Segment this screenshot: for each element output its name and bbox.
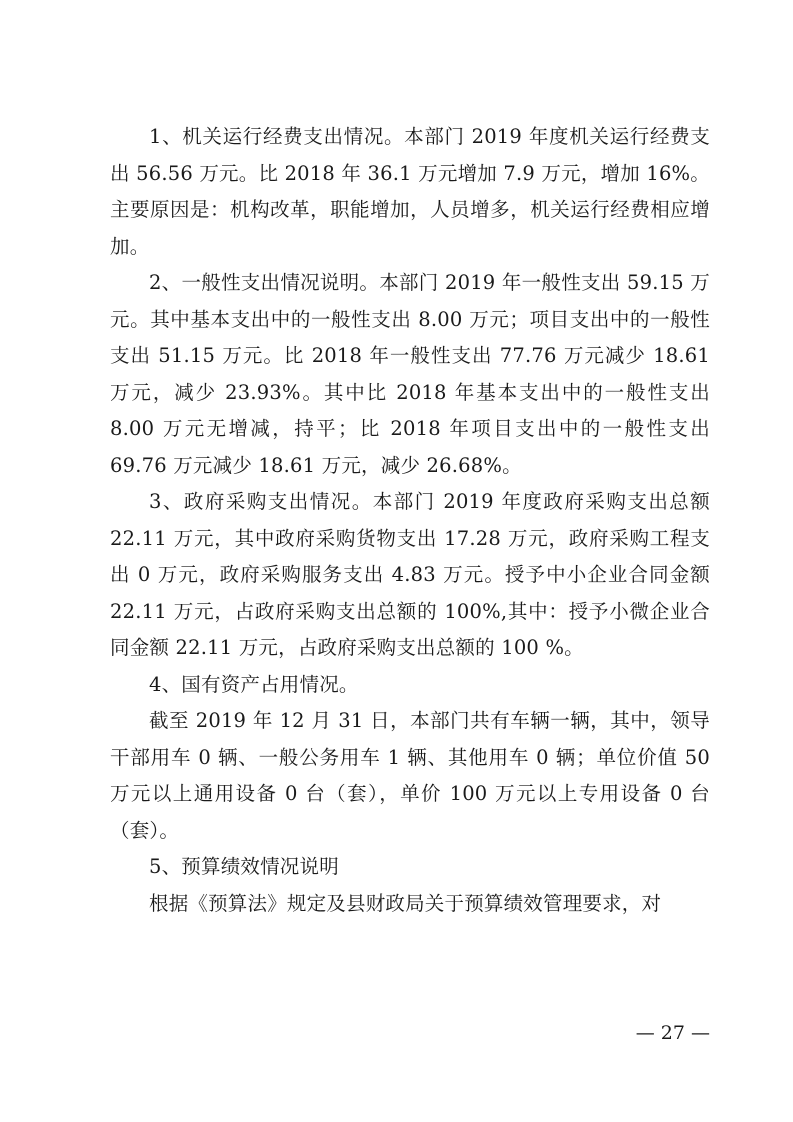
paragraph-general-expenditure: 2、一般性支出情况说明。本部门 2019 年一般性支出 59.15 万元。其中基本支出中的一般性支出 8.00 万元；项目支出中的一般性支出 51.15 万元。比 2018 年一般性支出 77.76 万元减少 18.61 万元，减少 23.93%。其中比 2018 年基本支出中的一般性支出 8.00 万元无增减，持平；比 2018 年项目支出中的一般性支出 69.76 万元减少 18.61 万元，减少 26.68%。 xyxy=(110,271,710,477)
paragraph-performance-detail: 根据《预算法》规定及县财政局关于预算绩效管理要求，对 xyxy=(149,891,662,915)
paragraph-operating-expenses: 1、机关运行经费支出情况。本部门 2019 年度机关运行经费支出 56.56 万元。比 2018 年 36.1 万元增加 7.9 万元，增加 16%。主要原因是：机构改革，职能增加，人员增多，机关运行经费相应增加。 xyxy=(110,125,710,258)
body-text xyxy=(110,119,730,922)
paragraph-state-assets-detail: 截至 2019 年 12 月 31 日，本部门共有车辆一辆，其中，领导干部用车 0 辆、一般公务用车 1 辆、其他用车 0 辆；单位价值 50 万元以上通用设备 0 台（套），单价 100 万元以上专用设备 0 台（套）。 xyxy=(110,709,710,842)
paragraph-government-procurement: 3、政府采购支出情况。本部门 2019 年度政府采购支出总额 22.11 万元，其中政府采购货物支出 17.28 万元，政府采购工程支出 0 万元，政府采购服务支出 4.83 万元。授予中小企业合同金额 22.11 万元，占政府采购支出总额的 100%,其中：授予小微企业合同金额 22.11 万元，占政府采购支出总额的 100 %。 xyxy=(110,490,730,659)
paragraph-performance-heading: 5、预算绩效情况说明 xyxy=(149,855,339,878)
paragraph-state-assets-heading: 4、国有资产占用情况。 xyxy=(149,672,359,696)
page-number: — 27 — xyxy=(635,1022,710,1044)
